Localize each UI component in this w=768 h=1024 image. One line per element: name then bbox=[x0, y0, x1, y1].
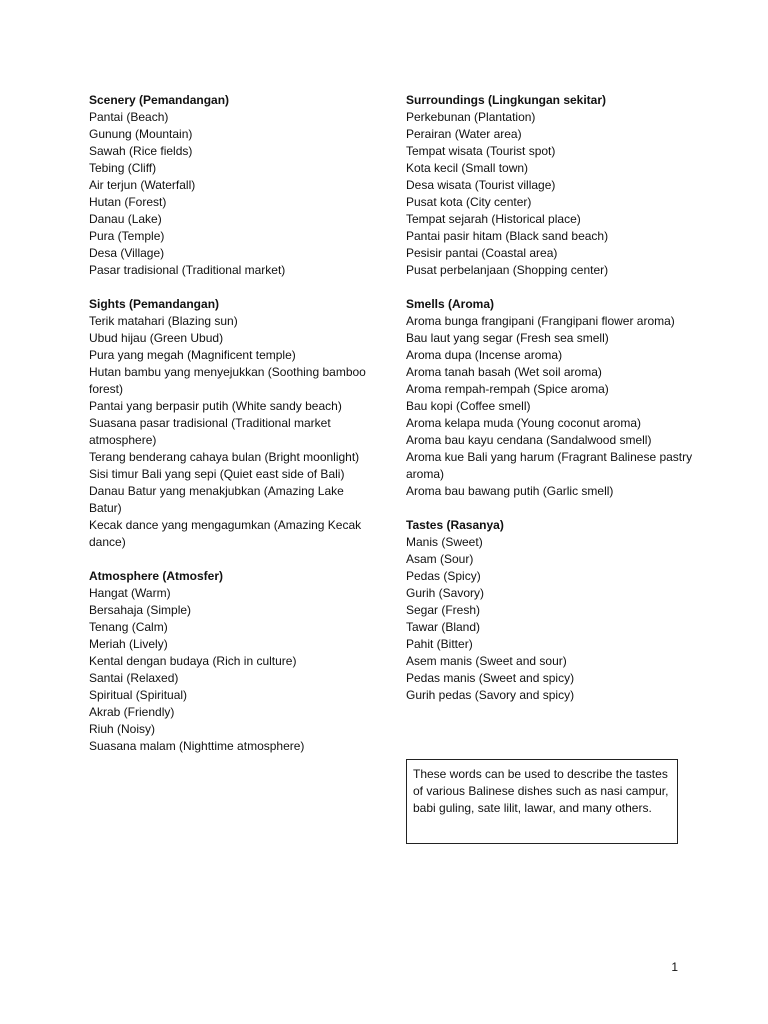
list-item: Aroma bau bawang putih (Garlic smell) bbox=[406, 484, 614, 498]
list-item: Aroma dupa (Incense aroma) bbox=[406, 348, 563, 362]
list-item: Pahit (Bitter) bbox=[406, 637, 473, 651]
list-item: Hangat (Warm) bbox=[89, 586, 171, 600]
list-item: Pusat perbelanjaan (Shopping center) bbox=[406, 263, 609, 277]
list-item: Pasar tradisional (Traditional market) bbox=[89, 263, 286, 277]
list-item: Pura yang megah (Magnificent temple) bbox=[89, 348, 296, 362]
list-item: Riuh (Noisy) bbox=[89, 722, 156, 736]
list-item: Aroma tanah basah (Wet soil aroma) bbox=[406, 365, 602, 379]
list-item: Pantai pasir hitam (Black sand beach) bbox=[406, 229, 609, 243]
list-item: Ubud hijau (Green Ubud) bbox=[89, 331, 224, 345]
list-item: Pesisir pantai (Coastal area) bbox=[406, 246, 558, 260]
list-item: Tawar (Bland) bbox=[406, 620, 481, 634]
tastes-note-box: These words can be used to describe the tastes of various Balinese dishes such as nasi campur, babi guling, sate lilit, lawar, and many others. bbox=[406, 759, 678, 844]
list-item: Danau Batur yang menakjubkan (Amazing Lake Batur) bbox=[89, 484, 344, 515]
list-item: Gurih pedas (Savory and spicy) bbox=[406, 688, 575, 702]
list-item: Hutan (Forest) bbox=[89, 195, 167, 209]
list-item: Pantai yang berpasir putih (White sandy beach) bbox=[89, 399, 342, 413]
list-item: Pedas (Spicy) bbox=[406, 569, 481, 583]
list-item: Aroma kelapa muda (Young coconut aroma) bbox=[406, 416, 642, 430]
page-number: 1 bbox=[671, 960, 678, 974]
scenery-section bbox=[89, 92, 379, 279]
list-item: Akrab (Friendly) bbox=[89, 705, 175, 719]
list-item: Tempat wisata (Tourist spot) bbox=[406, 144, 556, 158]
section-heading: Scenery (Pemandangan) bbox=[89, 93, 230, 107]
section-heading: Atmosphere (Atmosfer) bbox=[89, 569, 224, 583]
list-item: Pantai (Beach) bbox=[89, 110, 169, 124]
list-item: Pedas manis (Sweet and spicy) bbox=[406, 671, 575, 685]
list-item: Perkebunan (Plantation) bbox=[406, 110, 536, 124]
section-heading: Surroundings (Lingkungan sekitar) bbox=[406, 93, 607, 107]
list-item: Bau laut yang segar (Fresh sea smell) bbox=[406, 331, 609, 345]
list-item: Perairan (Water area) bbox=[406, 127, 522, 141]
list-item: Kental dengan budaya (Rich in culture) bbox=[89, 654, 297, 668]
tastes-section bbox=[406, 517, 696, 704]
smells-section bbox=[406, 296, 696, 500]
atmosphere-section bbox=[89, 568, 379, 755]
list-item: Meriah (Lively) bbox=[89, 637, 168, 651]
section-heading: Tastes (Rasanya) bbox=[406, 518, 504, 532]
list-item: Asem manis (Sweet and sour) bbox=[406, 654, 567, 668]
list-item: Manis (Sweet) bbox=[406, 535, 483, 549]
surroundings-section bbox=[406, 92, 696, 279]
list-item: Desa wisata (Tourist village) bbox=[406, 178, 556, 192]
list-item: Hutan bambu yang menyejukkan (Soothing bamboo forest) bbox=[89, 365, 366, 396]
sights-section bbox=[89, 296, 379, 551]
list-item: Aroma bau kayu cendana (Sandalwood smell) bbox=[406, 433, 652, 447]
list-item: Segar (Fresh) bbox=[406, 603, 481, 617]
list-item: Sawah (Rice fields) bbox=[89, 144, 193, 158]
list-item: Aroma kue Bali yang harum (Fragrant Balinese pastry aroma) bbox=[406, 450, 693, 481]
list-item: Tenang (Calm) bbox=[89, 620, 168, 634]
list-item: Aroma bunga frangipani (Frangipani flower aroma) bbox=[406, 314, 675, 328]
list-item: Suasana malam (Nighttime atmosphere) bbox=[89, 739, 305, 753]
list-item: Gunung (Mountain) bbox=[89, 127, 193, 141]
list-item: Tempat sejarah (Historical place) bbox=[406, 212, 581, 226]
list-item: Terang benderang cahaya bulan (Bright moonlight) bbox=[89, 450, 360, 464]
list-item: Air terjun (Waterfall) bbox=[89, 178, 196, 192]
list-item: Danau (Lake) bbox=[89, 212, 162, 226]
list-item: Kota kecil (Small town) bbox=[406, 161, 529, 175]
list-item: Aroma rempah-rempah (Spice aroma) bbox=[406, 382, 609, 396]
right-column bbox=[406, 92, 696, 721]
list-item: Desa (Village) bbox=[89, 246, 165, 260]
list-item: Gurih (Savory) bbox=[406, 586, 485, 600]
list-item: Bau kopi (Coffee smell) bbox=[406, 399, 531, 413]
list-item: Sisi timur Bali yang sepi (Quiet east side of Bali) bbox=[89, 467, 345, 481]
list-item: Tebing (Cliff) bbox=[89, 161, 157, 175]
list-item: Suasana pasar tradisional (Traditional market atmosphere) bbox=[89, 416, 331, 447]
list-item: Terik matahari (Blazing sun) bbox=[89, 314, 238, 328]
list-item: Bersahaja (Simple) bbox=[89, 603, 192, 617]
section-heading: Sights (Pemandangan) bbox=[89, 297, 220, 311]
list-item: Pura (Temple) bbox=[89, 229, 165, 243]
list-item: Pusat kota (City center) bbox=[406, 195, 532, 209]
list-item: Asam (Sour) bbox=[406, 552, 474, 566]
section-heading: Smells (Aroma) bbox=[406, 297, 495, 311]
list-item: Spiritual (Spiritual) bbox=[89, 688, 188, 702]
list-item: Kecak dance yang mengagumkan (Amazing Kecak dance) bbox=[89, 518, 362, 549]
left-column bbox=[89, 92, 379, 772]
list-item: Santai (Relaxed) bbox=[89, 671, 179, 685]
